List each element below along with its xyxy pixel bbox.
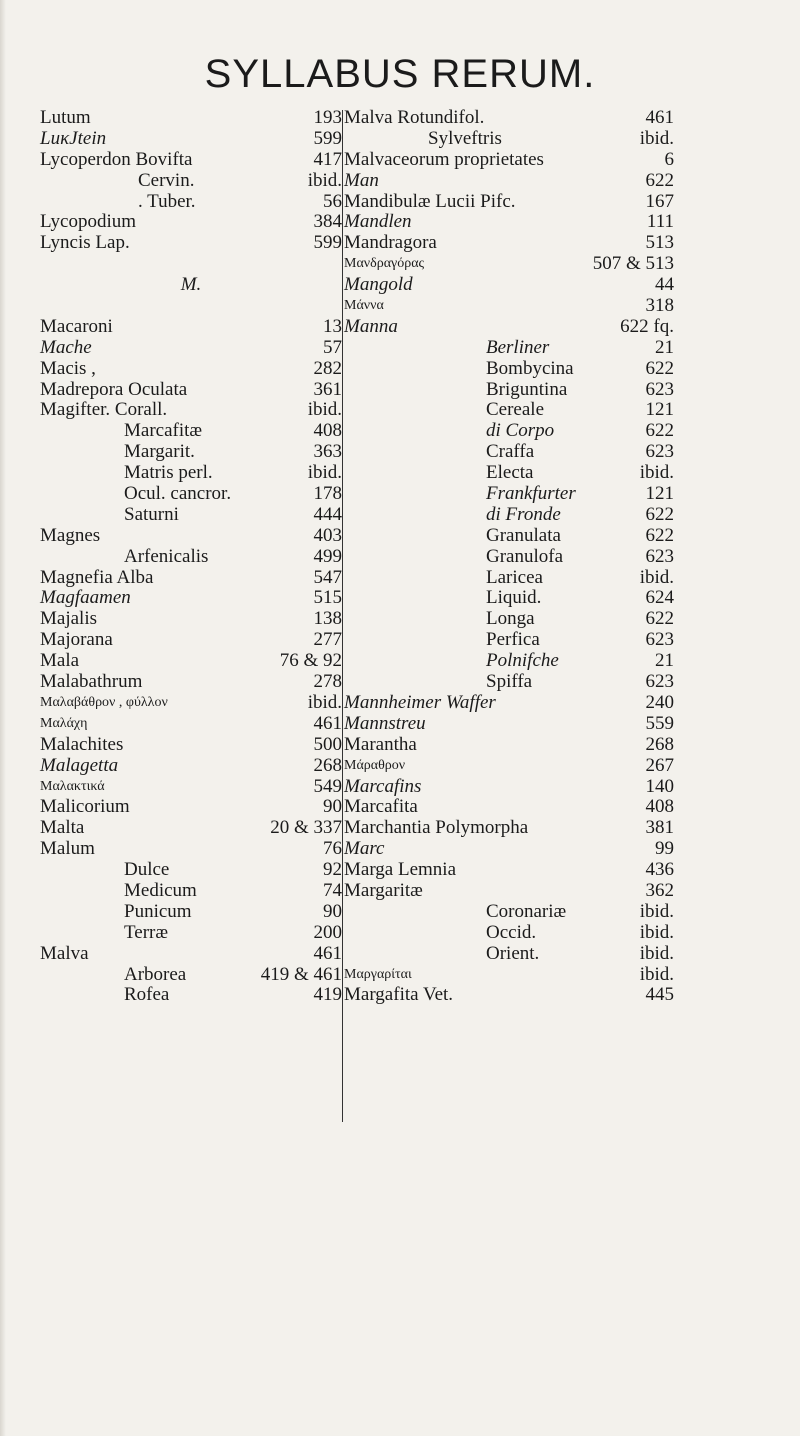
entry-term: Μαλακτικά (40, 778, 105, 794)
index-entry (40, 568, 342, 589)
entry-term: Lutum (40, 107, 91, 128)
entry-term: Matris perl. (124, 462, 213, 484)
index-entry (344, 317, 674, 338)
entry-page-number: ibid. (307, 691, 342, 713)
index-entry (40, 777, 342, 798)
entry-term: Rofea (124, 984, 170, 1006)
index-entry (344, 233, 674, 254)
entry-term: Marc (344, 838, 385, 860)
entry-page-number: 121 (645, 399, 674, 421)
index-entry (344, 756, 674, 777)
entry-term: Cereale (486, 399, 545, 421)
entry-page-number: 76 & 92 (279, 650, 342, 672)
index-entry (40, 505, 342, 526)
entry-page-number: 278 (313, 671, 342, 693)
entry-term: Spiffa (486, 671, 533, 693)
index-entry (344, 693, 674, 714)
index-entry (40, 150, 342, 171)
entry-term: Lycoperdon Bovifta (40, 148, 193, 170)
entry-page-number: 549 (313, 775, 342, 797)
entry-page-number: 408 (313, 420, 342, 442)
entry-page-number: ibid. (639, 942, 674, 964)
index-entry (40, 212, 342, 233)
entry-page-number: 76 (323, 838, 342, 860)
entry-page-number: 13 (323, 315, 342, 337)
entry-term: Saturni (124, 503, 179, 525)
index-entry (344, 254, 674, 275)
index-entry (344, 547, 674, 568)
entry-term: Cervin. (138, 169, 195, 191)
entry-page-number: 622 (645, 357, 674, 379)
index-entry (40, 609, 342, 630)
entry-page-number: 408 (645, 796, 674, 818)
entry-page-number: ibid. (639, 900, 674, 922)
entry-term: Malva (40, 942, 89, 964)
entry-term: Manna (344, 315, 398, 337)
index-entry (40, 400, 342, 421)
entry-term: Mandlen (344, 211, 412, 233)
entry-term: Marcafitæ (124, 420, 203, 442)
entry-term: Majorana (40, 629, 113, 651)
page-title: SYLLABUS RERUM. (204, 52, 596, 96)
blank-row (40, 296, 342, 317)
index-entry (344, 839, 674, 860)
entry-page-number: 57 (323, 336, 342, 358)
entry-page-number: 622 (645, 524, 674, 546)
entry-term: Punicum (124, 900, 192, 922)
entry-term: Magnefia Alba (40, 566, 154, 588)
index-entry (344, 463, 674, 484)
index-entry (344, 150, 674, 171)
entry-page-number: ibid. (639, 963, 674, 985)
entry-term: Dulce (124, 859, 170, 881)
index-entry (344, 777, 674, 798)
entry-term: Madrepora Oculata (40, 378, 188, 400)
entry-page-number: 21 (655, 650, 674, 672)
entry-term: Malagetta (40, 754, 119, 776)
index-entry (344, 129, 674, 150)
entry-page-number: 178 (313, 483, 342, 505)
entry-page-number: 436 (645, 859, 674, 881)
entry-page-number: 622 (645, 169, 674, 191)
entry-term: Frankfurter (486, 483, 576, 505)
index-entry (344, 338, 674, 359)
entry-page-number: 513 (645, 232, 674, 254)
entry-page-number: 361 (313, 378, 342, 400)
entry-page-number: 500 (313, 733, 342, 755)
index-entry (344, 359, 674, 380)
index-entry (40, 944, 342, 965)
entry-page-number: 21 (655, 336, 674, 358)
entry-term: Briguntina (486, 378, 568, 400)
index-entry (344, 588, 674, 609)
entry-page-number: 622 (645, 608, 674, 630)
entry-page-number: 599 (313, 232, 342, 254)
entry-term: Man (344, 169, 379, 191)
entry-term: Berliner (486, 336, 550, 358)
entry-term: Μαλάχη (40, 715, 88, 731)
entry-term: Laricea (486, 566, 543, 588)
entry-term: Margafita Vet. (344, 984, 454, 1006)
page-edge-shadow (0, 0, 6, 1436)
entry-page-number: 599 (313, 127, 342, 149)
index-entry (40, 442, 342, 463)
entry-page-number: 277 (313, 629, 342, 651)
index-entry (344, 484, 674, 505)
index-entry (40, 756, 342, 777)
entry-page-number: ibid. (639, 566, 674, 588)
entry-page-number: ibid. (639, 127, 674, 149)
index-entry (344, 630, 674, 651)
entry-term: Malta (40, 817, 85, 839)
index-entry (40, 860, 342, 881)
index-entry (40, 547, 342, 568)
index-entry (40, 797, 342, 818)
entry-page-number: 624 (645, 587, 674, 609)
entry-page-number: 318 (645, 295, 674, 317)
entry-term: Malabathrum (40, 671, 143, 693)
entry-page-number: 461 (313, 712, 342, 734)
entry-term: Marchantia Polymorpha (344, 817, 529, 839)
index-column-left (40, 108, 342, 1006)
entry-term: di Corpo (486, 420, 555, 442)
entry-page-number: 99 (655, 838, 674, 860)
entry-term: Mala (40, 650, 80, 672)
entry-term: Sylveftris (428, 127, 502, 149)
entry-term: Mandragora (344, 232, 437, 254)
entry-term: Marcafita (344, 796, 418, 818)
index-entry (344, 108, 674, 129)
entry-page-number: 111 (646, 211, 674, 233)
entry-term: LuκJtein (40, 127, 107, 149)
entry-page-number: 268 (313, 754, 342, 776)
blank-row (40, 254, 342, 275)
entry-page-number: 138 (313, 608, 342, 630)
entry-term: Malum (40, 838, 95, 860)
entry-page-number: 268 (645, 733, 674, 755)
entry-term: Magfaamen (40, 587, 131, 609)
index-entry (344, 923, 674, 944)
entry-term: Arfenicalis (124, 545, 209, 567)
entry-term: Granulata (486, 524, 561, 546)
index-column-right (344, 108, 674, 1006)
entry-page-number: 417 (313, 148, 342, 170)
entry-term: Orient. (486, 942, 540, 964)
entry-term: Malachites (40, 733, 124, 755)
entry-page-number: 623 (645, 629, 674, 651)
entry-page-number: 461 (313, 942, 342, 964)
entry-page-number: 90 (323, 900, 342, 922)
index-entry (40, 359, 342, 380)
entry-page-number: 403 (313, 524, 342, 546)
entry-term: Terræ (124, 921, 169, 943)
entry-term: Lycopodium (40, 211, 137, 233)
entry-page-number: 419 (313, 984, 342, 1006)
entry-page-number: 56 (323, 190, 342, 212)
entry-term: Ocul. cancror. (124, 483, 232, 505)
index-entry (40, 693, 342, 714)
entry-term: Margaritæ (344, 879, 423, 901)
index-entry (344, 818, 674, 839)
entry-page-number: 623 (645, 545, 674, 567)
index-entry (40, 672, 342, 693)
entry-term: . Tuber. (138, 190, 196, 212)
entry-term: Electa (486, 462, 534, 484)
entry-page-number: 623 (645, 671, 674, 693)
entry-term: Μάννα (344, 298, 384, 314)
entry-term: di Fronde (486, 503, 561, 525)
entry-term: Macis , (40, 357, 96, 379)
index-entry (344, 212, 674, 233)
entry-page-number: 74 (323, 879, 342, 901)
index-entry (344, 714, 674, 735)
entry-term: Craffa (486, 441, 535, 463)
entry-page-number: 121 (645, 483, 674, 505)
entry-term: Marcafins (344, 775, 422, 797)
index-entry (40, 923, 342, 944)
entry-term: Granulofa (486, 545, 564, 567)
index-entry (40, 380, 342, 401)
entry-page-number: 44 (655, 274, 674, 296)
entry-page-number: 92 (323, 859, 342, 881)
entry-page-number: ibid. (639, 462, 674, 484)
section-letter (40, 275, 342, 296)
index-entry (344, 568, 674, 589)
index-entry (40, 108, 342, 129)
index-entry (40, 526, 342, 547)
entry-term: Marga Lemnia (344, 859, 457, 881)
entry-term: Μάραθρον (344, 757, 406, 773)
entry-page-number: 193 (313, 107, 342, 128)
index-entry (40, 484, 342, 505)
index-entry (40, 965, 342, 986)
index-entry (344, 797, 674, 818)
index-entry (40, 192, 342, 213)
index-entry (40, 839, 342, 860)
index-entry (344, 902, 674, 923)
entry-term: Magifter. Corall. (40, 399, 168, 421)
entry-page-number: 623 (645, 378, 674, 400)
entry-term: Perfica (486, 629, 540, 651)
entry-page-number: 200 (313, 921, 342, 943)
entry-page-number: 282 (313, 357, 342, 379)
entry-page-number: 6 (664, 148, 674, 170)
entry-page-number: 445 (645, 984, 674, 1006)
entry-page-number: 622 (645, 420, 674, 442)
entry-page-number: 167 (645, 190, 674, 212)
index-entry (40, 630, 342, 651)
entry-page-number: 622 (645, 503, 674, 525)
entry-page-number: 623 (645, 441, 674, 463)
entry-page-number: 363 (313, 441, 342, 463)
entry-term: Mangold (344, 274, 413, 296)
entry-term: Malicorium (40, 796, 130, 818)
entry-term: Magnes (40, 524, 101, 546)
entry-page-number: 419 & 461 (260, 963, 342, 985)
entry-term: Lyncis Lap. (40, 232, 130, 254)
entry-term: Longa (486, 608, 535, 630)
entry-term: Majalis (40, 608, 97, 630)
index-entry (40, 463, 342, 484)
index-entry (344, 985, 674, 1006)
entry-page-number: 362 (645, 879, 674, 901)
entry-term: Mache (40, 336, 92, 358)
entry-term: Mannheimer Waffer (344, 691, 496, 713)
index-entry (344, 400, 674, 421)
index-entry (40, 588, 342, 609)
index-entry (344, 421, 674, 442)
entry-term: Macaroni (40, 315, 113, 337)
index-entry (40, 421, 342, 442)
index-entry (344, 609, 674, 630)
index-entry (40, 881, 342, 902)
entry-term: Μαργαρίται (344, 966, 412, 982)
entry-term: Μανδραγόρας (344, 256, 425, 272)
entry-page-number: 240 (645, 691, 674, 713)
index-entry (40, 902, 342, 923)
entry-page-number: 381 (645, 817, 674, 839)
entry-page-number: 622 fq. (620, 315, 674, 337)
index-entry (40, 818, 342, 839)
index-entry (40, 233, 342, 254)
entry-page-number: 267 (645, 754, 674, 776)
entry-term: Arborea (124, 963, 187, 985)
entry-term: Liquid. (486, 587, 542, 609)
entry-page-number: 507 & 513 (592, 253, 674, 275)
section-letter-text: M. (180, 274, 202, 296)
index-entry (344, 860, 674, 881)
index-entry (40, 735, 342, 756)
index-entry (344, 380, 674, 401)
index-entry (40, 651, 342, 672)
index-entry (344, 526, 674, 547)
entry-term: Malva Rotundifol. (344, 107, 485, 128)
entry-page-number: ibid. (307, 399, 342, 421)
entry-page-number: ibid. (307, 462, 342, 484)
entry-page-number: 444 (313, 503, 342, 525)
index-entry (40, 317, 342, 338)
entry-page-number: ibid. (307, 169, 342, 191)
entry-page-number: 461 (645, 107, 674, 128)
entry-term: Margarit. (124, 441, 195, 463)
index-entry (344, 505, 674, 526)
entry-page-number: 384 (313, 211, 342, 233)
entry-page-number: 140 (645, 775, 674, 797)
entry-term: Occid. (486, 921, 537, 943)
index-entry (344, 442, 674, 463)
entry-term: Malvaceorum proprietates (344, 148, 544, 170)
entry-page-number: ibid. (639, 921, 674, 943)
index-entry (344, 735, 674, 756)
entry-term: Marantha (344, 733, 417, 755)
index-entry (344, 881, 674, 902)
index-entry (40, 171, 342, 192)
entry-page-number: 499 (313, 545, 342, 567)
index-entry (344, 651, 674, 672)
index-entry (344, 965, 674, 986)
index-entry (344, 192, 674, 213)
entry-term: Mannstreu (344, 712, 426, 734)
entry-term: Medicum (124, 879, 197, 901)
index-entry (40, 985, 342, 1006)
index-entry (344, 296, 674, 317)
index-entry (40, 129, 342, 150)
index-entry (344, 171, 674, 192)
entry-page-number: 515 (313, 587, 342, 609)
entry-page-number: 547 (313, 566, 342, 588)
entry-term: Bombycina (486, 357, 574, 379)
index-entry (344, 944, 674, 965)
entry-term: Coronariæ (486, 900, 567, 922)
index-entry (344, 672, 674, 693)
index-entry (344, 275, 674, 296)
entry-term: Mandibulæ Lucii Pifc. (344, 190, 516, 212)
entry-page-number: 90 (323, 796, 342, 818)
index-entry (40, 714, 342, 735)
entry-page-number: 20 & 337 (270, 817, 342, 839)
entry-term: Polnifche (486, 650, 559, 672)
entry-page-number: 559 (645, 712, 674, 734)
index-entry (40, 338, 342, 359)
column-divider (342, 110, 343, 1122)
entry-term: Μαλαβάθρον , φύλλον (40, 694, 168, 710)
